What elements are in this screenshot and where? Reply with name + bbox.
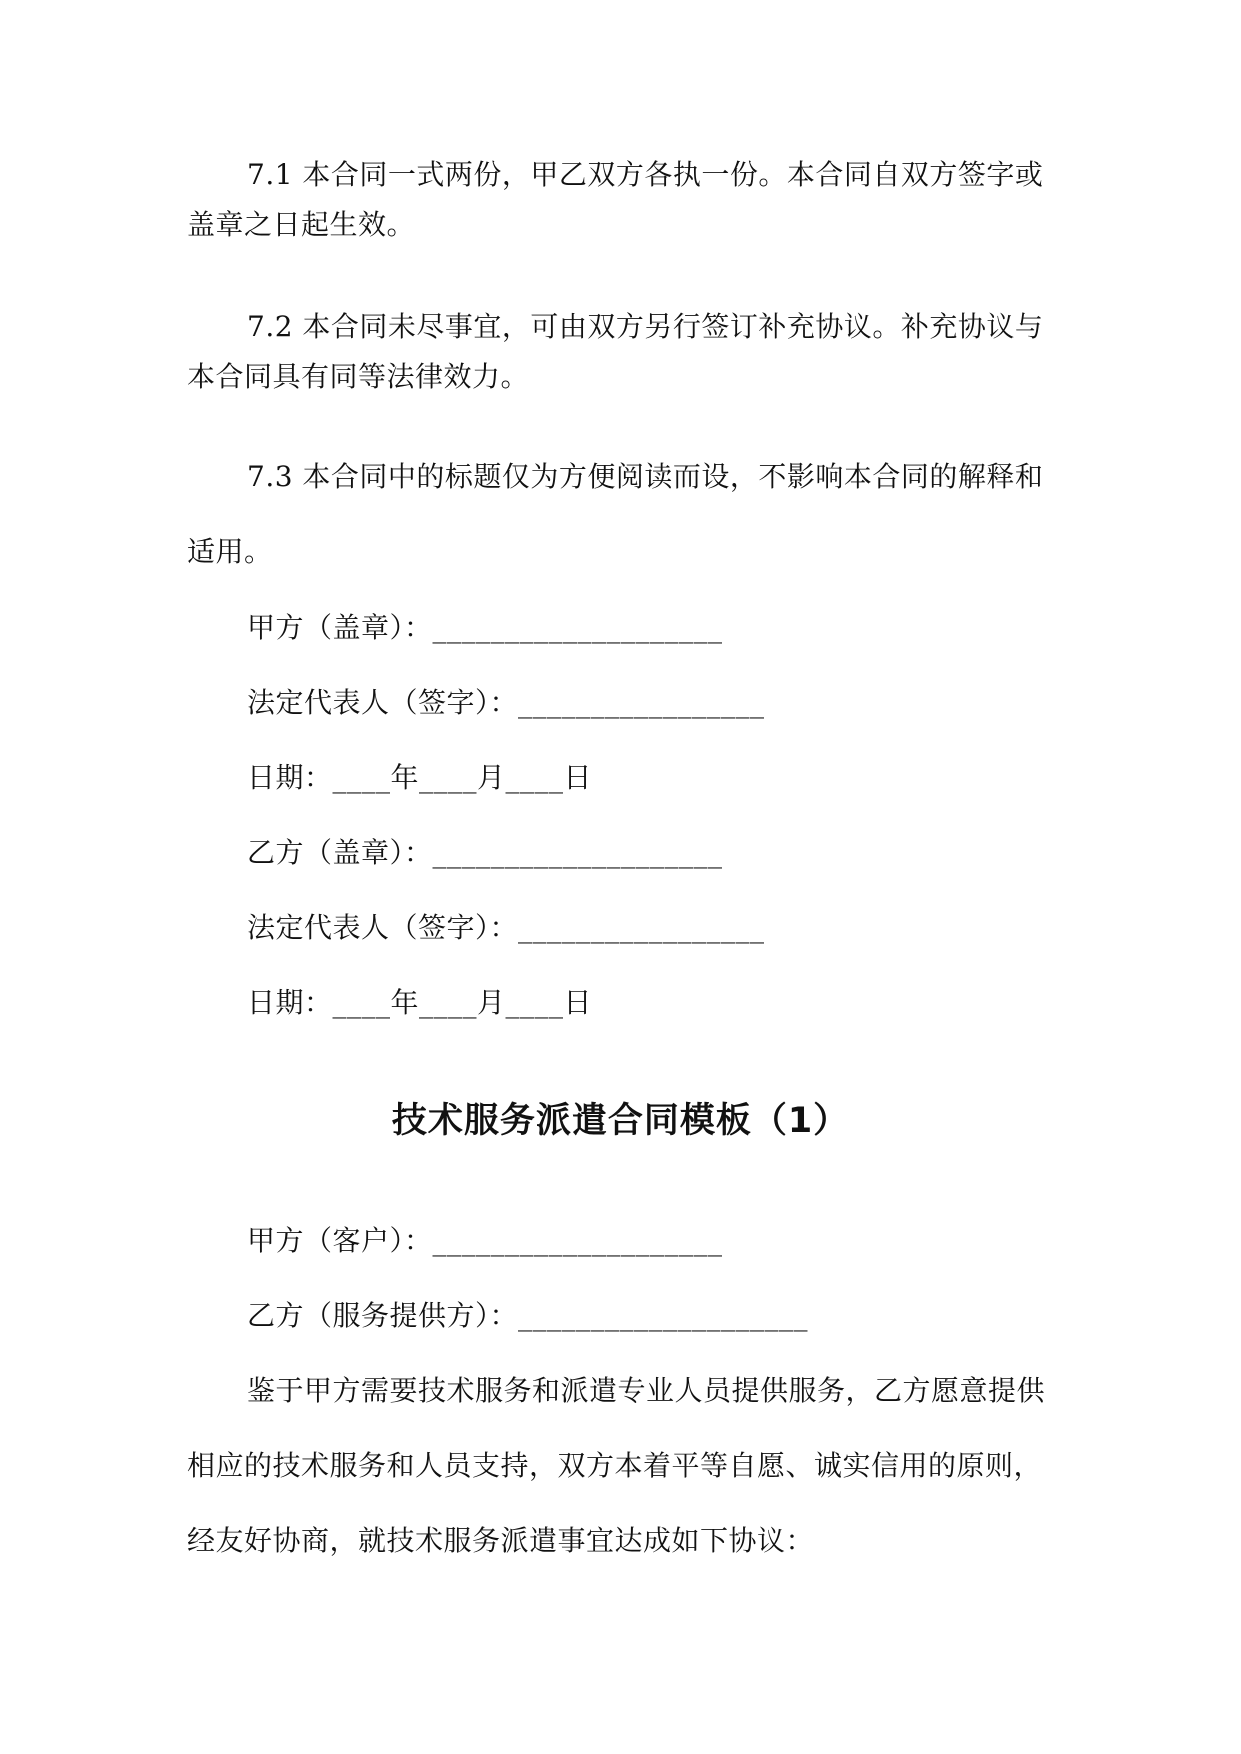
party-a-seal-line: 甲方（盖章）：____________________ — [247, 611, 723, 644]
party-b-provider-line: 乙方（服务提供方）：____________________ — [247, 1299, 809, 1332]
clause-7-3-line-1: 7.3 本合同中的标题仅为方便阅读而设，不影响本合同的解释和 — [247, 460, 1044, 493]
clause-7-3-line-2: 适用。 — [187, 535, 273, 568]
preamble-line-3: 经友好协商，就技术服务派遣事宜达成如下协议： — [187, 1524, 815, 1557]
clause-7-2-line-2: 本合同具有同等法律效力。 — [187, 360, 530, 393]
party-b-seal-line: 乙方（盖章）：____________________ — [247, 836, 723, 869]
party-a-date-line: 日期：____年____月____日 — [247, 761, 593, 794]
party-b-date-line: 日期：____年____月____日 — [247, 986, 593, 1019]
preamble-line-1: 鉴于甲方需要技术服务和派遣专业人员提供服务，乙方愿意提供 — [247, 1374, 1046, 1407]
preamble-line-2: 相应的技术服务和人员支持，双方本着平等自愿、诚实信用的原则， — [187, 1449, 1043, 1482]
party-a-client-line: 甲方（客户）：____________________ — [247, 1224, 723, 1257]
party-b-representative-line: 法定代表人（签字）：_________________ — [247, 911, 765, 944]
party-a-representative-line: 法定代表人（签字）：_________________ — [247, 686, 765, 719]
clause-7-1-line-2: 盖章之日起生效。 — [187, 208, 416, 241]
clause-7-1-line-1: 7.1 本合同一式两份，甲乙双方各执一份。本合同自双方签字或 — [247, 158, 1044, 191]
clause-7-2-line-1: 7.2 本合同未尽事宜，可由双方另行签订补充协议。补充协议与 — [247, 310, 1044, 343]
document-title: 技术服务派遣合同模板（1） — [391, 1101, 850, 1141]
